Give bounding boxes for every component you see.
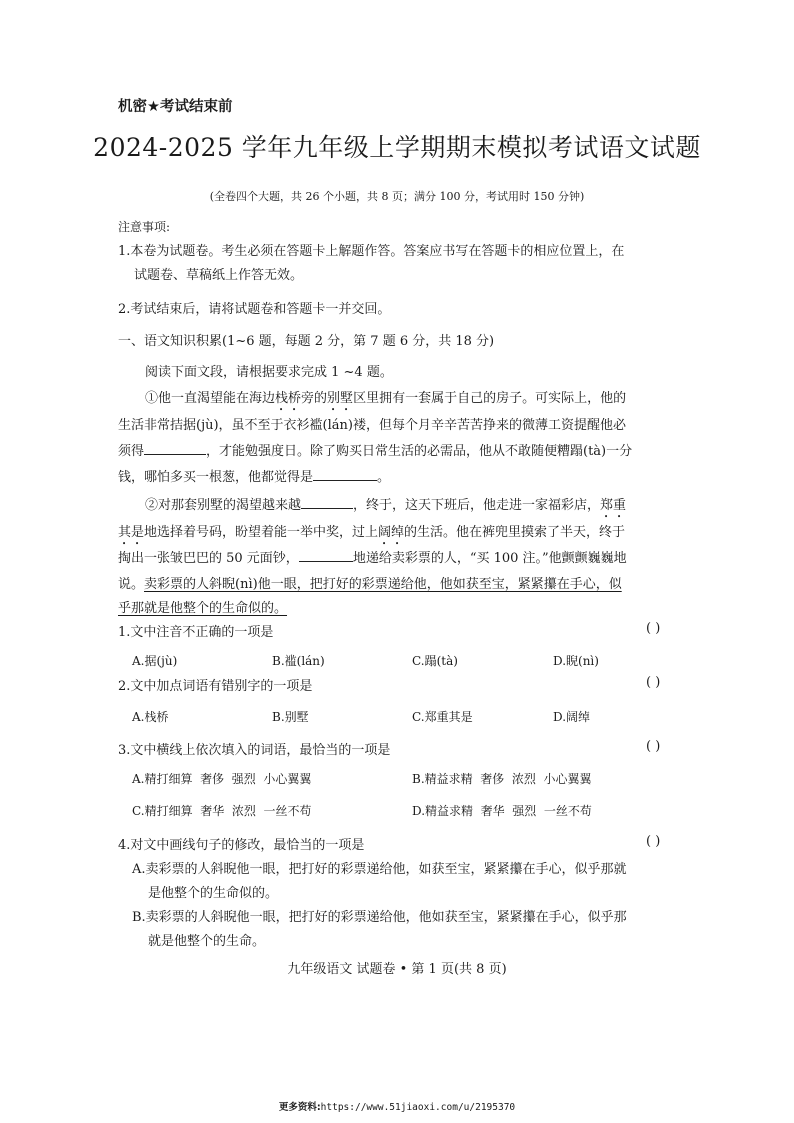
question-1-stem: 1.文中注音不正确的一项是 xyxy=(118,625,274,640)
question-4-option-b-line-1: B.卖彩票的人斜睨他一眼，把打好的彩票递给他，他如获至宝，紧紧攥在手心，似乎那 xyxy=(132,910,627,925)
fill-blank-3 xyxy=(301,494,353,509)
more-resources xyxy=(0,1099,794,1113)
question-2-answer-paren: ( ) xyxy=(646,675,661,690)
question-1-option-a: A.据(jù) xyxy=(132,654,178,668)
dotted-word: 别墅 xyxy=(327,391,354,406)
question-3-option-c: C.精打细算 奢华 浓烈 一丝不苟 xyxy=(132,804,312,818)
dotted-word: 其是 xyxy=(118,525,145,540)
text-segment: ①他一直渴望能在海边 xyxy=(145,391,276,406)
question-2-option-b: B.别墅 xyxy=(272,710,309,724)
question-3-option-d: D.精益求精 奢华 强烈 一丝不苟 xyxy=(412,804,592,818)
more-label: 更多资料: xyxy=(278,1102,321,1113)
exam-title: 2024-2025 学年九年级上学期期末模拟考试语文试题 xyxy=(93,133,701,162)
section-1-heading: 一、语文知识积累(1~6 题，每题 2 分，第 7 题 6 分，共 18 分) xyxy=(118,334,495,349)
passage-intro: 阅读下面文段，请根据要求完成 1 ~4 题。 xyxy=(145,365,393,380)
exam-subtitle: (全卷四个大题，共 26 个小题，共 8 页；满分 100 分，考试用时 150 分钟) xyxy=(209,190,585,203)
underlined-sentence: 卖彩票的人斜睨(nì)他一眼，把打好的彩票递给他，他如获至宝，紧紧攥在手心，似 xyxy=(144,577,622,592)
text-segment: ②对那套别墅的渴望越来越 xyxy=(145,498,302,513)
fill-blank-1 xyxy=(144,440,206,455)
dotted-word: 阔绰 xyxy=(378,525,405,540)
underlined-sentence: 乎那就是他整个的生命似的。 xyxy=(118,601,288,616)
question-4-answer-paren: ( ) xyxy=(646,834,661,849)
passage-p1-line-4 xyxy=(118,466,390,485)
passage-p2-line-5 xyxy=(118,597,287,616)
more-url-link[interactable]: https://www.51jiaoxi.com/u/2195370 xyxy=(320,1102,516,1113)
text-segment: 钱，哪怕多买一根葱，他都觉得是 xyxy=(118,470,314,485)
passage-p2-line-4 xyxy=(118,573,622,592)
notes-heading: 注意事项: xyxy=(118,220,171,234)
note-item-1-line-2: 试题卷、草稿纸上作答无效。 xyxy=(134,268,304,283)
text-segment: 旁的 xyxy=(301,391,328,406)
text-segment: 地选择着号码，盼望着能一举中奖，过上 xyxy=(144,525,379,540)
question-4-option-b-line-2: 就是他整个的生命。 xyxy=(148,934,266,949)
passage-p1-line-2: 生活非常拮据(jù)，虽不至于衣衫褴(lán)褛，但每个月辛辛苦苦挣来的微薄工资提醒他必 xyxy=(118,418,626,433)
question-2-option-a: A.栈桥 xyxy=(132,710,169,724)
passage-p1-line-3 xyxy=(118,440,632,459)
note-item-1-line-1: 1.本卷为试题卷。考生必须在答题卡上解题作答。答案应书写在答题卡的相应位置上，在 xyxy=(118,244,625,259)
text-segment: 区里拥有一套属于自己的房子。可实际上，他的 xyxy=(353,391,627,406)
question-2-stem: 2.文中加点词语有错别字的一项是 xyxy=(118,679,313,694)
question-4-stem: 4.对文中画线句子的修改，最恰当的一项是 xyxy=(118,838,365,853)
page-footer: 九年级语文 试题卷 • 第 1 页(共 8 页) xyxy=(287,962,507,977)
text-segment: ，才能勉强度日。除了购买日常生活的必需品，他从不敢随便糟蹋(tà)一分 xyxy=(206,444,633,459)
question-3-stem: 3.文中横线上依次填入的词语，最恰当的一项是 xyxy=(118,743,391,758)
text-segment: 须得 xyxy=(118,444,145,459)
question-3-option-a: A.精打细算 奢侈 强烈 小心翼翼 xyxy=(132,772,312,786)
question-3-option-b: B.精益求精 奢侈 浓烈 小心翼翼 xyxy=(412,772,592,786)
question-1-answer-paren: ( ) xyxy=(646,621,661,636)
text-segment: 说。 xyxy=(118,577,145,592)
passage-p2-line-3 xyxy=(118,547,627,566)
dotted-word: 郑重 xyxy=(600,498,627,513)
fill-blank-2 xyxy=(313,466,377,481)
question-1-option-d: D.睨(nì) xyxy=(553,654,599,668)
question-1-option-c: C.蹋(tà) xyxy=(412,654,458,668)
text-segment: 。 xyxy=(377,470,391,485)
question-1-option-b: B.褴(lán) xyxy=(272,654,325,668)
passage-p2-line-1 xyxy=(145,494,626,521)
text-segment: 掏出一张皱巴巴的 50 元面钞， xyxy=(118,551,299,566)
note-item-2: 2.考试结束后，请将试题卷和答题卡一并交回。 xyxy=(118,302,391,317)
question-4-option-a-line-1: A.卖彩票的人斜睨他一眼，把打好的彩票递给他，如获至宝，紧紧攥在手心，似乎那就 xyxy=(132,862,627,877)
confidential-label: 机密★考试结束前 xyxy=(118,99,233,115)
passage-p2-line-2 xyxy=(118,521,625,548)
text-segment: ，终于，这天下班后，他走进一家福彩店， xyxy=(353,498,601,513)
dotted-word: 栈桥 xyxy=(275,391,302,406)
passage-p1-line-1 xyxy=(145,387,626,414)
question-2-option-d: D.阔绰 xyxy=(553,710,591,724)
question-3-answer-paren: ( ) xyxy=(646,739,661,754)
text-segment: 地递给卖彩票的人，“买 100 注。”他颤颤巍巍地 xyxy=(352,551,627,566)
fill-blank-4 xyxy=(299,547,353,562)
text-segment: 的生活。他在裤兜里摸索了半天，终于 xyxy=(404,525,626,540)
question-2-option-c: C.郑重其是 xyxy=(412,710,473,724)
question-4-option-a-line-2: 是他整个的生命似的。 xyxy=(148,886,279,901)
